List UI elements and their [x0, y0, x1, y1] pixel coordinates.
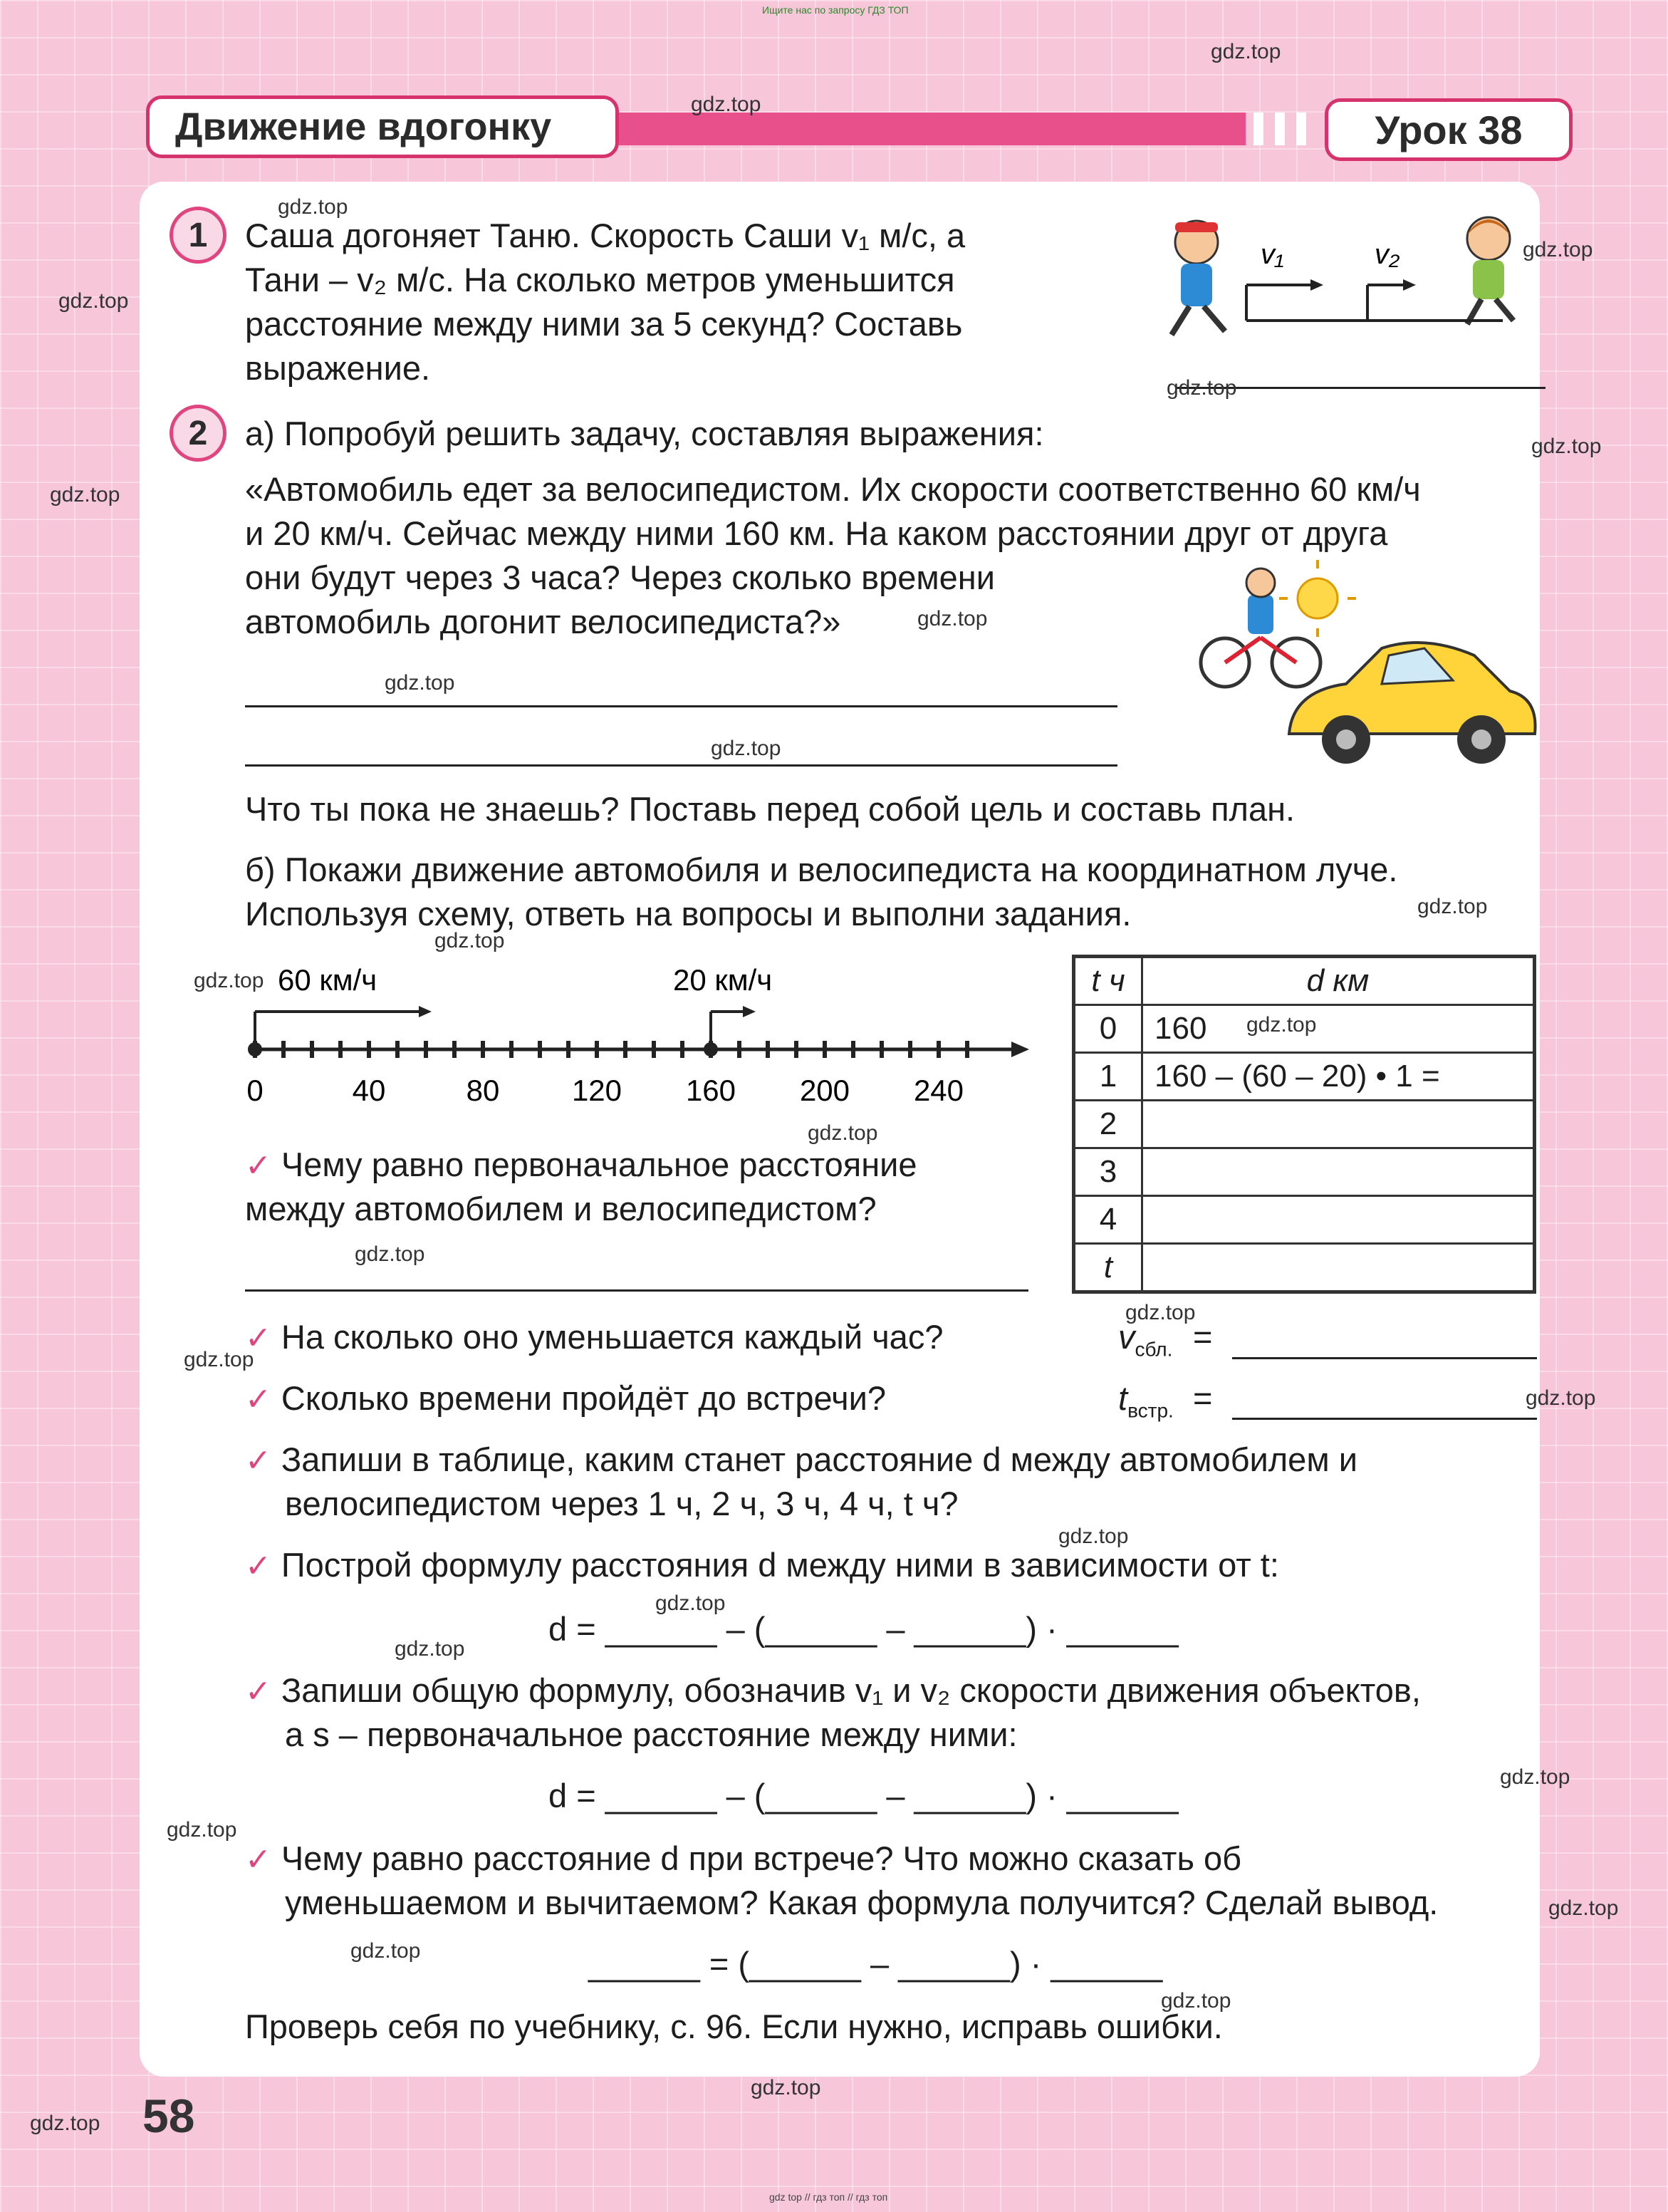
car-figure	[1289, 643, 1536, 764]
task1-line: Тани – v₂ м/с. На сколько метров уменьшится	[245, 261, 955, 298]
watermark: gdz.top	[1500, 1765, 1570, 1789]
check-icon: ✓	[245, 1549, 271, 1584]
watermark: gdz.top	[691, 93, 761, 116]
ray-tick-label: 200	[799, 1074, 850, 1107]
answer-line	[245, 705, 1117, 707]
question-3	[245, 1376, 886, 1422]
eq-sign: =	[1193, 1318, 1213, 1356]
speed-arrows	[1246, 279, 1503, 321]
label-v2: v₂	[1375, 239, 1400, 270]
watermark: gdz.top	[355, 1242, 425, 1266]
watermark: gdz.top	[655, 1592, 726, 1615]
watermark: gdz.top	[395, 1637, 465, 1661]
table-cell-d[interactable]	[1142, 1148, 1535, 1196]
var-v: v	[1118, 1318, 1135, 1356]
check-icon: ✓	[245, 1443, 271, 1478]
table-cell-t: 1	[1074, 1053, 1142, 1101]
watermark: gdz.top	[58, 289, 129, 313]
answer-line	[1232, 1418, 1537, 1420]
bike-speed-arrow	[711, 1006, 756, 1049]
unknown-prompt: Что ты пока не знаешь? Поставь перед собой цель и составь план.	[245, 790, 1296, 828]
question-text: Построй формулу расстояния d между ними в зависимости от t:	[281, 1546, 1279, 1584]
lesson-label: Урок 38	[1325, 98, 1573, 161]
watermark: gdz.top	[711, 737, 781, 760]
bike-speed-label: 20 км/ч	[673, 963, 773, 997]
self-check: Проверь себя по учебнику, с. 96. Если нужно, исправь ошибки.	[245, 2008, 1223, 2045]
question-text: Сколько времени пройдёт до встречи?	[281, 1379, 886, 1417]
table-row	[1074, 1196, 1535, 1244]
question-1	[245, 1143, 917, 1188]
question-text: Запиши в таблице, каким станет расстояние d между автомобилем и	[281, 1440, 1357, 1478]
watermark: gdz.top	[1526, 1386, 1596, 1410]
task-number-1: 1	[170, 207, 226, 264]
problem-line: и 20 км/ч. Сейчас между ними 160 км. На каком расстоянии друг от друга	[245, 514, 1388, 552]
watermark: gdz.top	[278, 195, 348, 219]
ray-tick-label: 40	[352, 1074, 386, 1107]
task-number-2: 2	[170, 405, 226, 462]
header-bar	[619, 113, 1246, 145]
watermark: gdz.top	[194, 969, 264, 992]
table-cell-d[interactable]	[1142, 1244, 1535, 1292]
check-icon: ✓	[245, 1382, 271, 1417]
table-row	[1074, 1244, 1535, 1292]
task2-intro: а) Попробуй решить задачу, составляя выражения:	[245, 415, 1044, 452]
table-row	[1074, 1101, 1535, 1148]
tvstr-label	[1118, 1376, 1174, 1433]
coordinate-ray	[235, 955, 1040, 1111]
question-7-cont: уменьшаемом и вычитаемом? Какая формула получится? Сделай вывод.	[285, 1884, 1439, 1921]
table-cell-d[interactable]: 160 – (60 – 20) • 1 =	[1142, 1053, 1535, 1101]
watermark: gdz.top	[1211, 40, 1281, 63]
table-cell-t: 4	[1074, 1196, 1142, 1244]
check-icon: ✓	[245, 1148, 271, 1183]
car-speed-label: 60 км/ч	[278, 963, 377, 997]
watermark: gdz.top	[1058, 1525, 1129, 1548]
watermark: gdz.top	[1523, 238, 1593, 261]
page-number: 58	[142, 2089, 195, 2142]
task1-line: расстояние между ними за 5 секунд? Составь	[245, 305, 963, 343]
boy-figure	[1172, 221, 1225, 335]
question-6	[245, 1668, 1421, 1714]
check-icon: ✓	[245, 1842, 271, 1877]
watermark: gdz.top	[1161, 1989, 1231, 2013]
watermark: gdz.top	[1167, 376, 1237, 400]
part-b-line: б) Покажи движение автомобиля и велосипедиста на координатном луче.	[245, 851, 1398, 888]
header-stripe	[1296, 113, 1306, 145]
table-cell-t: 0	[1074, 1005, 1142, 1053]
question-text: Чему равно первоначальное расстояние	[281, 1146, 917, 1183]
question-1-cont: между автомобилем и велосипедистом?	[245, 1190, 877, 1227]
watermark: gdz.top	[184, 1348, 254, 1371]
page-title: Движение вдогонку	[146, 95, 619, 158]
ray-tick-label: 0	[246, 1074, 264, 1107]
problem-line: «Автомобиль едет за велосипедистом. Их скорости соответственно 60 км/ч	[245, 470, 1421, 508]
distance-table	[1072, 955, 1536, 1294]
table-cell-d[interactable]: 160	[1142, 1005, 1535, 1053]
question-4	[245, 1438, 1357, 1483]
problem-line: автомобиль догонит велосипедиста?»	[245, 603, 841, 640]
header-d: d км	[1142, 957, 1535, 1005]
var-t: t	[1118, 1379, 1128, 1417]
question-4-cont: велосипедистом через 1 ч, 2 ч, 3 ч, 4 ч, t ч?	[285, 1485, 959, 1522]
answer-line	[245, 1289, 1028, 1292]
answer-line	[245, 764, 1117, 767]
table-cell-d[interactable]	[1142, 1196, 1535, 1244]
label-v1: v₁	[1261, 239, 1284, 270]
header-stripe	[1275, 113, 1285, 145]
formula-2: d = ______ – (______ – ______) · ______	[548, 1777, 1179, 1814]
chase-diagram	[1132, 207, 1560, 392]
top-note: Ищите нас по запросу ГДЗ ТОП	[762, 4, 909, 16]
watermark: gdz.top	[808, 1121, 878, 1145]
table-row	[1074, 1053, 1535, 1101]
check-icon: ✓	[245, 1321, 271, 1356]
formula-3: ______ = (______ – ______) · ______	[588, 1945, 1163, 1983]
table-cell-t: 2	[1074, 1101, 1142, 1148]
check-icon: ✓	[245, 1674, 271, 1709]
question-text: Запиши общую формулу, обозначив v₁ и v₂ скорости движения объектов,	[281, 1671, 1421, 1709]
problem-line: они будут через 3 часа? Через сколько времени	[245, 559, 996, 596]
eq-sign: =	[1193, 1379, 1213, 1417]
question-2	[245, 1315, 943, 1361]
watermark: gdz.top	[50, 483, 120, 507]
watermark: gdz.top	[385, 671, 455, 695]
watermark: gdz.top	[1548, 1896, 1619, 1920]
question-5	[245, 1543, 1279, 1589]
watermark: gdz.top	[751, 2076, 821, 2099]
watermark: gdz.top	[1125, 1301, 1196, 1324]
var-sub: встр.	[1127, 1399, 1174, 1422]
ray-tick-label: 160	[685, 1074, 736, 1107]
sun-icon	[1279, 560, 1356, 637]
watermark: gdz.top	[917, 607, 988, 630]
ray-tick-label: 80	[466, 1074, 500, 1107]
girl-figure	[1467, 217, 1513, 324]
task1-line: Саша догоняет Таню. Скорость Саши v₁ м/с, а	[245, 217, 966, 254]
watermark: gdz.top	[434, 929, 505, 952]
question-text: Чему равно расстояние d при встрече? Что можно сказать об	[281, 1839, 1242, 1877]
question-6-cont: а s – первоначальное расстояние между ними:	[285, 1715, 1018, 1753]
var-sub: сбл.	[1135, 1338, 1173, 1361]
table-header-row	[1074, 957, 1535, 1005]
watermark: gdz.top	[350, 1939, 421, 1963]
header-t: t ч	[1074, 957, 1142, 1005]
ray-tick-label: 240	[913, 1074, 964, 1107]
question-7	[245, 1837, 1241, 1882]
table-cell-t: 3	[1074, 1148, 1142, 1196]
watermark: gdz.top	[167, 1818, 237, 1842]
question-text: На сколько оно уменьшается каждый час?	[281, 1318, 944, 1356]
part-b-line: Используя схему, ответь на вопросы и выполни задания.	[245, 895, 1132, 933]
answer-line	[1232, 1357, 1537, 1359]
header-stripe	[1253, 113, 1263, 145]
watermark: gdz.top	[1531, 435, 1602, 458]
car-bicycle-illustration	[1168, 556, 1553, 769]
watermark: gdz.top	[30, 2112, 100, 2135]
bottom-note: gdz top // гдз топ // гдз топ	[769, 2191, 888, 2203]
table-cell-d[interactable]	[1142, 1101, 1535, 1148]
task1-line: выражение.	[245, 349, 431, 387]
ray-tick-label: 120	[571, 1074, 622, 1107]
formula-1: d = ______ – (______ – ______) · ______	[548, 1610, 1179, 1648]
table-row	[1074, 1148, 1535, 1196]
table-cell-t: t	[1074, 1244, 1142, 1292]
watermark: gdz.top	[1246, 1013, 1317, 1037]
watermark: gdz.top	[1417, 895, 1488, 918]
